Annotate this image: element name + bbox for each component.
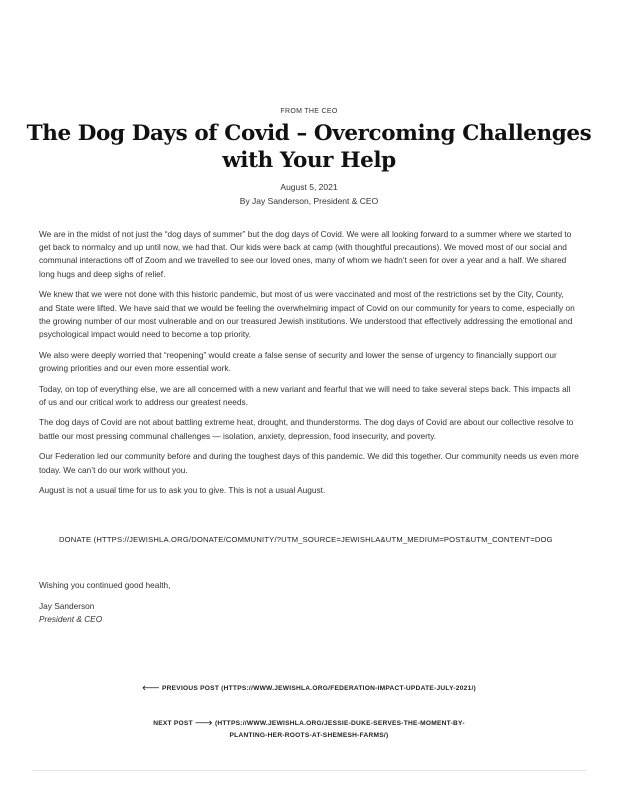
next-post-link[interactable]: NEXT POST 🡒 (HTTPS://WWW.JEWISHLA.ORG/JESSIE-DUKE-SERVES-THE-MOMENT-BY-PLANTING-HER-ROOTS-AT-SHEMESH-FARMS/) <box>153 720 465 739</box>
footer-divider <box>32 770 586 771</box>
signer-name: Jay Sanderson <box>39 601 95 611</box>
paragraph-1: We are in the midst of not just the “dog days of summer” but the dog days of Covid. We were all looking forward to a summer where we started to get back to normalcy and up until now, we had that. Our kids were back at camp (with thoughtful precautions). We moved most of our social and communal interactions off of Zoom and we travelled to see our loved ones, many of whom we hadn’t seen for over a year and a half. We shared long hugs and deep sighs of relief. <box>39 229 572 279</box>
paragraph-7: August is not a usual time for us to ask you to give. This is not a usual August. <box>39 485 326 496</box>
article-body <box>39 228 579 505</box>
paragraph-4: Today, on top of everything else, we are all concerned with a new variant and fearful that we will need to take several steps back. This impacts all of us and our critical work to address our greatest needs. <box>39 383 571 407</box>
article-kicker: FROM THE CEO <box>280 108 338 115</box>
paragraph-2: We knew that we were not done with this historic pandemic, but most of us were vaccinated and most of the restrictions set by the City, County, and State were lifted. We have said that we would be feeling the overwhelming impact of Covid on our community for years to come, especially on the growing number of our most vulnerable and on our treasured Jewish institutions. We understood that effectively addressing the emotional and psychological impact would need to become a top priority. <box>39 289 575 339</box>
closing-line: Wishing you continued good health, <box>39 580 171 590</box>
paragraph-5: The dog days of Covid are not about battling extreme heat, drought, and thunderstorms. The dog days of Covid are about our collective resolve to battle our most pressing communal challenges — isolation, anxiety, depression, food insecurity, and poverty. <box>39 417 574 441</box>
paragraph-6: Our Federation led our community before and during the toughest days of this pandemic. We did this together. Our community needs us even more today. We can’t do our work without you. <box>39 451 579 475</box>
paragraph-3: We also were deeply worried that “reopening” would create a false sense of security and lower the sense of urgency to financially support our growing priorities and our even more essential work. <box>39 349 557 373</box>
previous-post-link[interactable]: 🡐 PREVIOUS POST (HTTPS://WWW.JEWISHLA.ORG/FEDERATION-IMPACT-UPDATE-JULY-2021/) <box>141 685 477 692</box>
article-date: August 5, 2021 <box>280 182 338 192</box>
article-title: The Dog Days of Covid – Overcoming Challenges with Your Help <box>26 121 592 173</box>
donate-link[interactable]: DONATE (HTTPS://JEWISHLA.ORG/DONATE/COMMUNITY/?UTM_SOURCE=JEWISHLA&UTM_MEDIUM=POST&UTM_CONTENT=DOG <box>59 535 553 544</box>
signer-role: President & CEO <box>39 614 103 624</box>
article-byline: By Jay Sanderson, President & CEO <box>239 196 379 206</box>
